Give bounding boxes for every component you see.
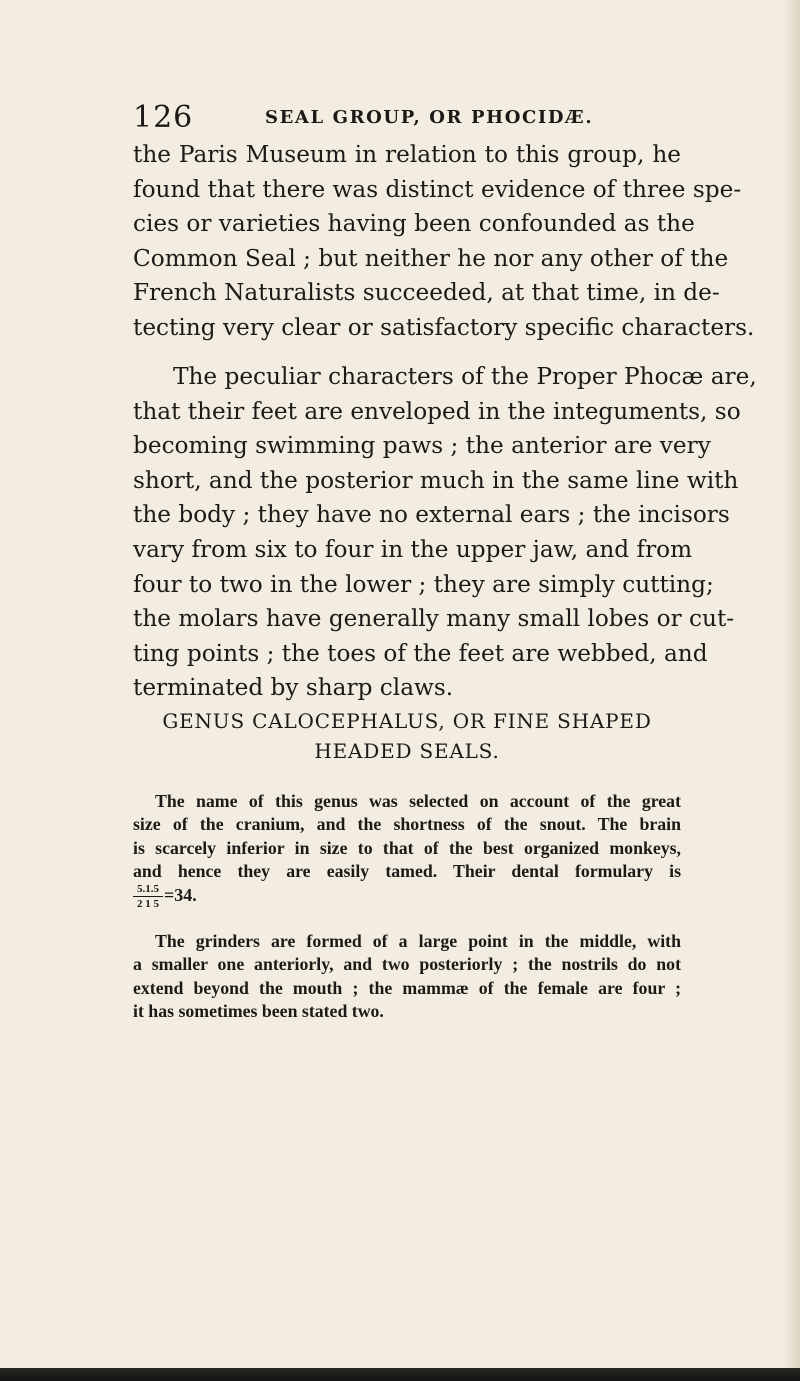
text-line: is scarcely inferior in size to that of the best organized monkeys,: [133, 837, 681, 858]
text-line: short, and the posterior much in the same line with: [133, 466, 739, 494]
text-line: extend beyond the mouth ; the mammæ of the female are four ;: [133, 977, 681, 998]
page-header: [133, 100, 693, 140]
formula-fraction: [133, 883, 163, 910]
paragraph-1: [133, 138, 755, 346]
text-line: and hence they are easily tamed. Their dental formulary is: [133, 861, 681, 882]
page-number: 126: [133, 100, 194, 135]
formula-denominator: 2 1 5: [137, 898, 159, 910]
text-line: vary from six to four in the upper jaw, and from: [133, 535, 693, 563]
heading-line: GENUS CALOCEPHALUS, OR FINE SHAPED: [162, 709, 652, 733]
text-line: French Naturalists succeeded, at that time, in de-: [133, 279, 720, 307]
text-line: The grinders are formed of a large point in the middle, with: [155, 931, 681, 951]
paragraph-2: [133, 360, 757, 706]
text-line: The name of this genus was selected on account of the great: [155, 791, 681, 811]
text-line: the molars have generally many small lobes or cut-: [133, 605, 735, 633]
small-paragraph-2: [133, 930, 681, 1024]
running-head: SEAL GROUP, OR PHOCIDÆ.: [265, 107, 594, 128]
heading-line: HEADED SEALS.: [314, 739, 500, 763]
genus-heading: [133, 706, 681, 766]
small-paragraph-1: [133, 790, 681, 884]
text-line: tecting very clear or satisfactory specific characters.: [133, 313, 755, 341]
text-line: the Paris Museum in relation to this group, he: [133, 141, 681, 168]
text-line: four to two in the lower ; they are simply cutting;: [133, 570, 714, 598]
text-line: size of the cranium, and the shortness of the snout. The brain: [133, 814, 681, 835]
text-line: cies or varieties having been confounded as the: [133, 210, 695, 238]
page-edge-shadow: [782, 0, 800, 1381]
text-line: found that there was distinct evidence of three spe-: [133, 175, 742, 203]
page-bottom-edge: [0, 1368, 800, 1381]
text-line: becoming swimming paws ; the anterior are very: [133, 432, 711, 460]
formula-numerator: 5.1.5: [137, 883, 159, 895]
text-line: a smaller one anteriorly, and two posteriorly ; the nostrils do not: [133, 954, 681, 975]
text-line: it has sometimes been stated two.: [133, 1001, 384, 1022]
text-line: that their feet are enveloped in the integuments, so: [133, 397, 741, 425]
dental-formula: [133, 883, 253, 923]
text-line: The peculiar characters of the Proper Phocæ are,: [173, 363, 757, 390]
text-line: Common Seal ; but neither he nor any other of the: [133, 244, 729, 272]
text-line: terminated by sharp claws.: [133, 674, 454, 702]
text-line: ting points ; the toes of the feet are webbed, and: [133, 639, 708, 667]
fraction-bar: [133, 896, 163, 897]
formula-result: =34.: [164, 885, 197, 905]
text-line: the body ; they have no external ears ; the incisors: [133, 501, 730, 529]
